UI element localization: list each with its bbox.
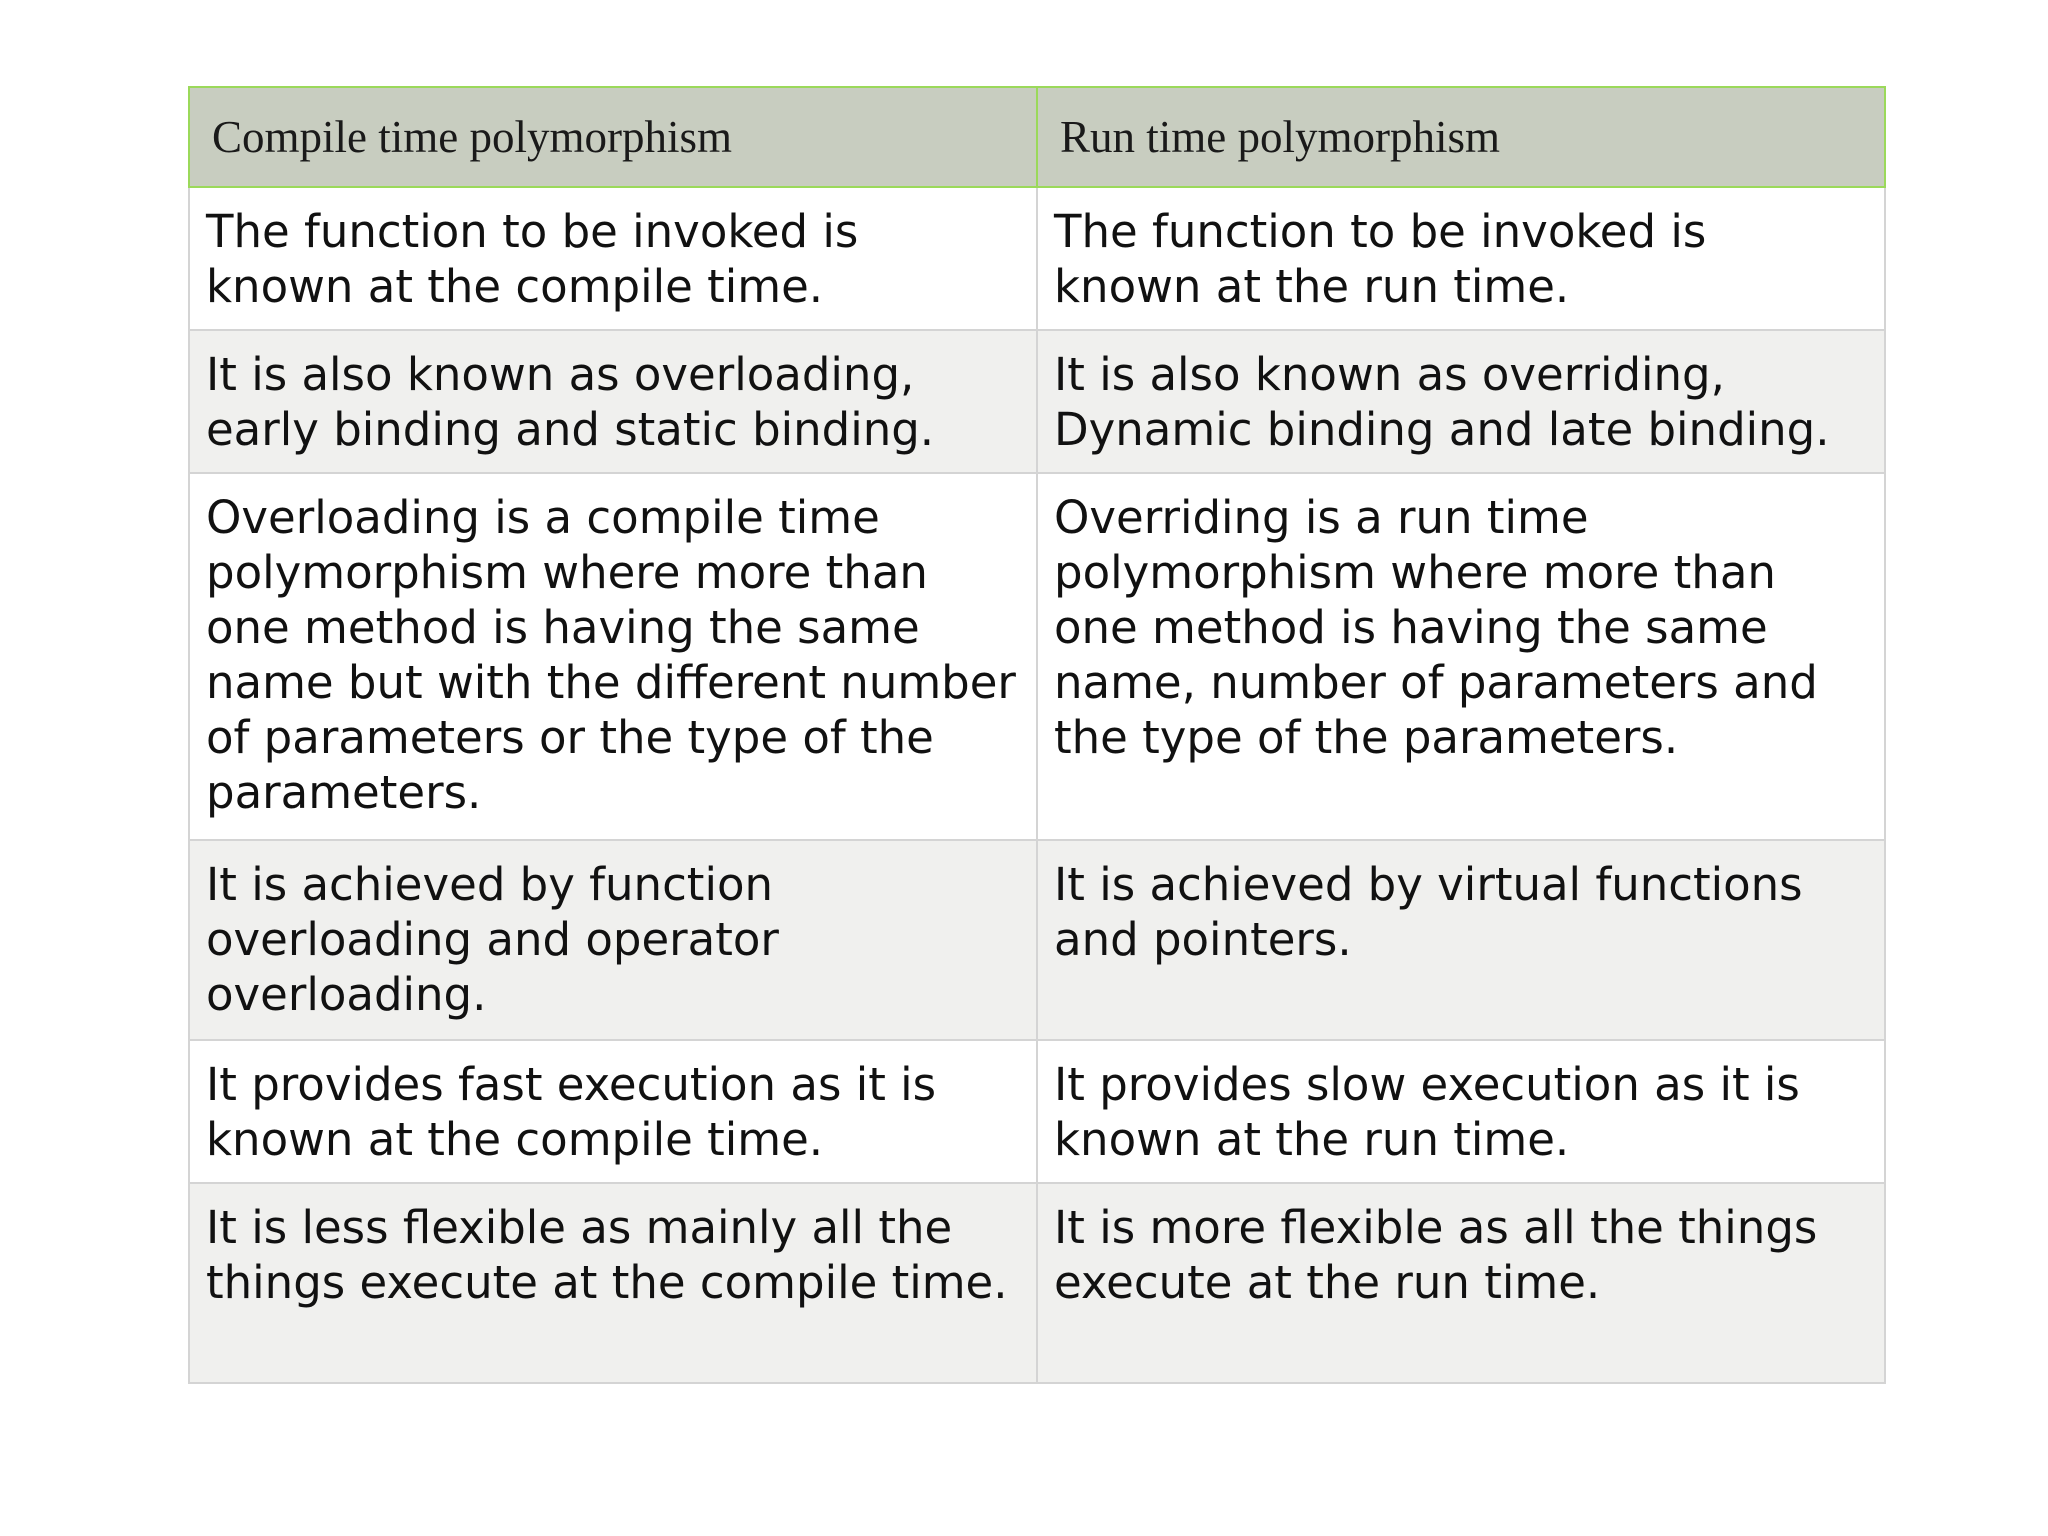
header-compile-time: Compile time polymorphism [189, 87, 1037, 187]
table-cell-run: Overriding is a run time polymorphism where more than one method is having the same name, number of parameters and the type of the parameters. [1037, 473, 1885, 840]
table-cell-compile: The function to be invoked is known at the compile time. [189, 187, 1037, 330]
table-cell-run: It is achieved by virtual functions and pointers. [1037, 840, 1885, 1040]
table-row [189, 1040, 1885, 1183]
table-cell-compile: It provides fast execution as it is known at the compile time. [189, 1040, 1037, 1183]
table-row [189, 187, 1885, 330]
table-row [189, 473, 1885, 840]
table-cell-run: It is more flexible as all the things execute at the run time. [1037, 1183, 1885, 1383]
table-cell-run: It provides slow execution as it is known at the run time. [1037, 1040, 1885, 1183]
table-header-row [189, 87, 1885, 187]
table-cell-run: It is also known as overriding, Dynamic binding and late binding. [1037, 330, 1885, 473]
table-row [189, 1183, 1885, 1383]
table-cell-compile: It is achieved by function overloading and operator overloading. [189, 840, 1037, 1040]
table-cell-compile: Overloading is a compile time polymorphism where more than one method is having the same name but with the different number of parameters or the type of the parameters. [189, 473, 1037, 840]
table-cell-run: The function to be invoked is known at the run time. [1037, 187, 1885, 330]
table-cell-compile: It is less flexible as mainly all the things execute at the compile time. [189, 1183, 1037, 1383]
comparison-table [188, 86, 1886, 1384]
table-cell-compile: It is also known as overloading, early binding and static binding. [189, 330, 1037, 473]
table-row [189, 330, 1885, 473]
table-row [189, 840, 1885, 1040]
header-run-time: Run time polymorphism [1037, 87, 1885, 187]
